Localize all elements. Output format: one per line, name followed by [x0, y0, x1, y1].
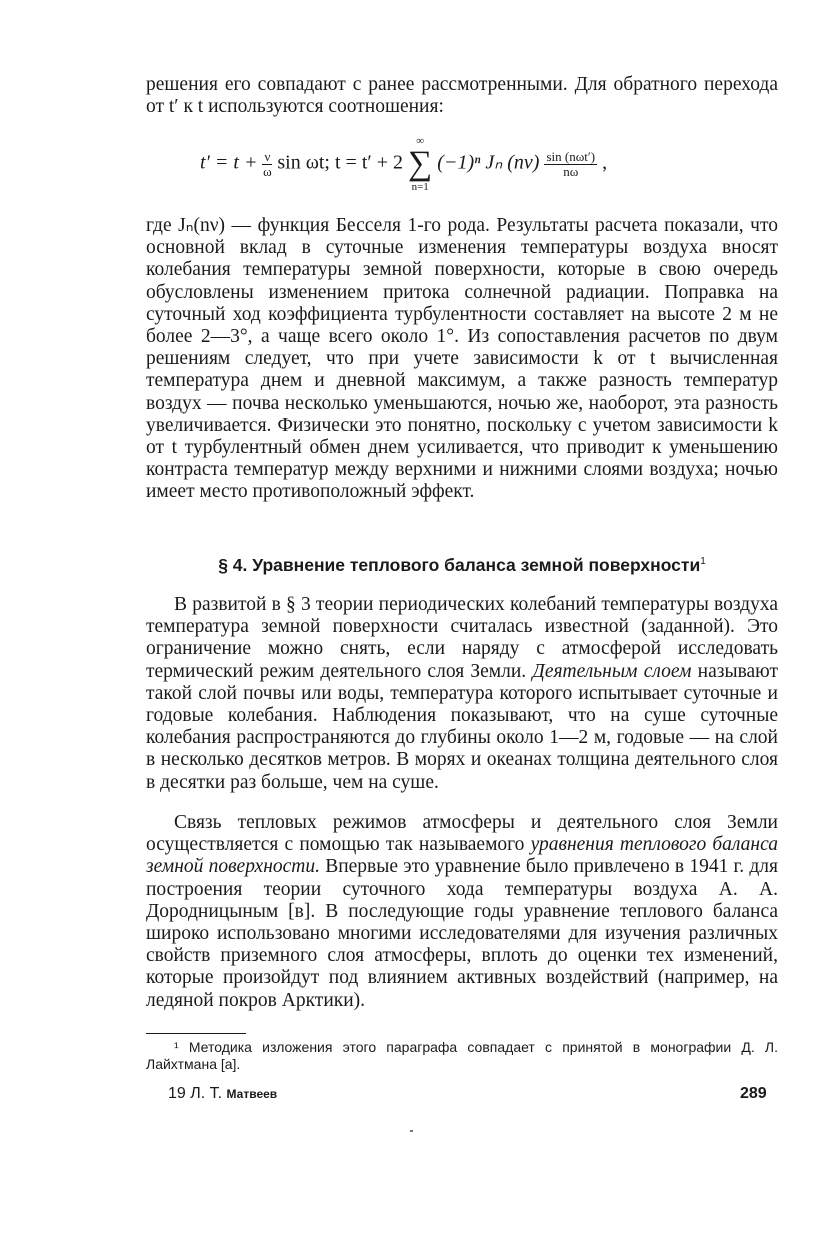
section-heading-text: § 4. Уравнение теплового баланса земной поверхности [218, 555, 701, 575]
summation [408, 134, 432, 194]
page-number: 289 [740, 1085, 767, 1102]
fraction-2-numerator: sin (nωt′) [546, 148, 596, 164]
speck [410, 1130, 413, 1132]
heading-footnote-mark: 1 [700, 556, 706, 568]
fraction-1-numerator: ν [264, 148, 271, 164]
p3-term: Деятельным слоем [532, 660, 692, 682]
p3-text-a: В развитой в § 3 теории периодических колебаний температуры воздуха температура земной поверхности считалась известной (заданной). Это ограничение можно снять, если наряду с атмосферой исследовать термический режим деятельного слоя Земли. [146, 594, 778, 682]
p4-text-b: Впервые это уравнение было привлечено в 1941 г. для построения теории суточного хода температуры воздуха А. А. Дородницыным [в]. В последующие годы уравнение теплового баланса широко использовано многими исследователями для изучения различных свойств приземного слоя атмосферы, вплоть до оценки тех изменений, которые произойдут под влиянием активных воздействий (например, на ледяной покров Арктики). [146, 856, 778, 1011]
formula-end: , [602, 151, 608, 174]
formula-lhs: t′ = t + [200, 151, 258, 174]
summation-upper: ∞ [416, 135, 425, 147]
formula-term: (−1)ⁿ Jₙ (nν) [437, 151, 540, 174]
paragraph-results: где Jₙ(nν) — функция Бесселя 1-го рода. Результаты расчета показали, что основной вклад в суточные изменения температуры воздуха вносят колебания температуры земной поверхности, которые в свою очередь обусловлены изменением притока солнечной радиации. Поправка на суточный ход коэффициента турбулентности составляет на высоте 2 м не более 2—3°, а чаще всего около 1°. Из сопоставления расчетов по двум решениям следует, что при учете зависимости k от t вычисленная температура днем и дневной максимум, а также разность температур воздух — почва несколько уменьшаются, ночью же, наоборот, эта разность увеличивается. Физически это понятно, поскольку с учетом зависимости k от t турбулентный обмен днем усиливается, что приводит к уменьшению контраста температур между верхними и нижними слоями воздуха; ночью имеет место противоположный эффект. [146, 215, 778, 503]
formula [200, 134, 660, 204]
signature-name: Матвеев [226, 1087, 278, 1101]
formula-middle: sin ωt; t = t′ + 2 [277, 151, 404, 174]
paragraph-heat-balance [146, 812, 778, 1012]
formula-fraction-1 [262, 150, 272, 179]
summation-symbol: ∑ [408, 145, 433, 182]
paragraph-intro: решения его совпадают с ранее рассмотренными. Для обратного перехода от t′ к t используются соотношения: [146, 74, 778, 118]
p4-term: уравнения теплового баланса земной поверхности. [146, 834, 778, 878]
paragraph-active-layer [146, 594, 778, 794]
signature-mark [168, 1085, 277, 1103]
p3-text-b: называют такой слой почвы или воды, температура которого испытывает суточные и годовые колебания. Наблюдения показывают, что на суше суточные колебания распространяются до глубины около 1—2 м, годовые — на слой в несколько десятков метров. В морях и океанах толщина деятельного слоя в десятки раз больше, чем на суше. [146, 660, 779, 793]
formula-fraction-2 [544, 150, 597, 179]
footnote-divider [146, 1033, 246, 1034]
p4-text-a: Связь тепловых режимов атмосферы и деятельного слоя Земли осуществляется с помощью так называемого [146, 812, 778, 856]
summation-lower: n=1 [411, 181, 429, 193]
fraction-2-denominator: nω [563, 163, 579, 179]
fraction-1-denominator: ω [263, 163, 272, 179]
footnote: ¹ Методика изложения этого параграфа совпадает с принятой в монографии Д. Л. Лайхтмана [а]. [146, 1039, 778, 1072]
section-heading [146, 555, 778, 576]
signature-number: 19 Л. Т. [168, 1085, 223, 1102]
